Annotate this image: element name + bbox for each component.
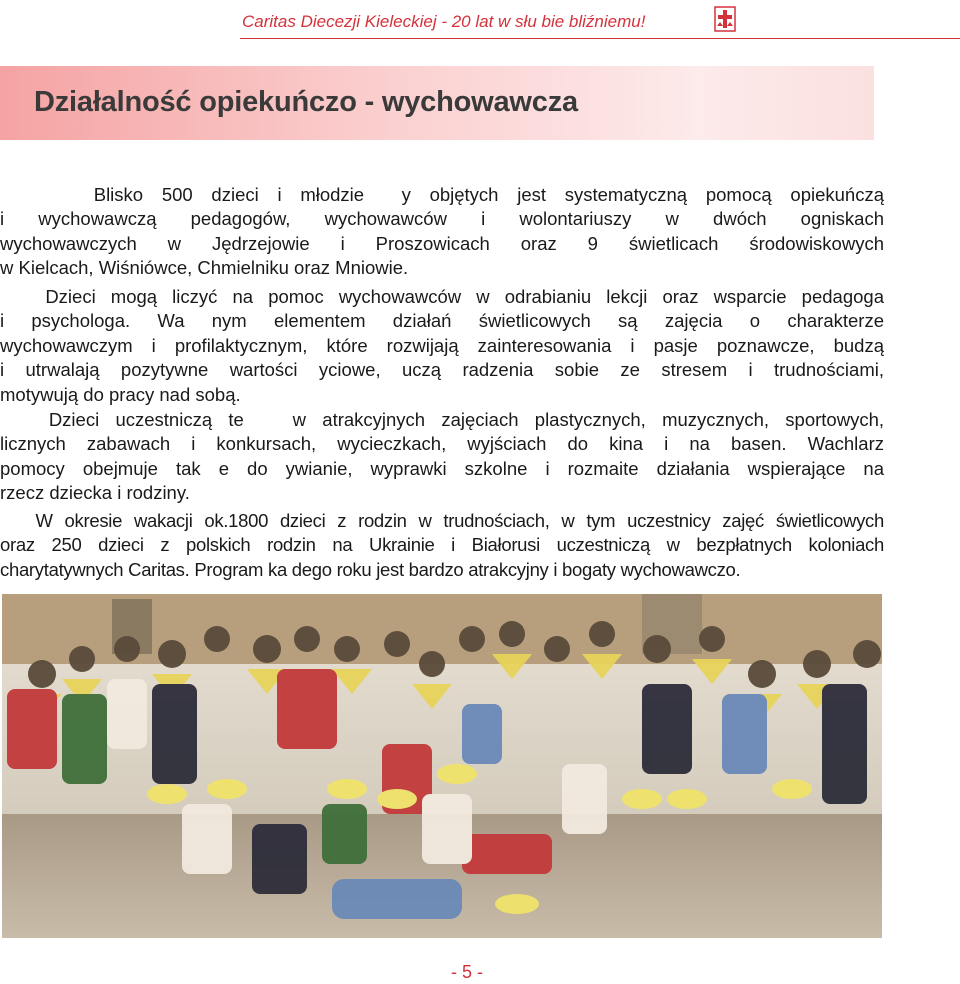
paragraph-line: oraz 250 dzieci z polskich rodzin na Ukrainie i Białorusi uczestniczą w bezpłatnych koloniach (0, 534, 884, 556)
page-header (240, 8, 960, 39)
paragraph-1 (0, 183, 884, 281)
paragraph-line: i psychologa. Wa nym elementem działań świetlicowych są zajęcia o charakterze (0, 310, 884, 332)
paragraph-2 (0, 285, 884, 407)
paragraph-line: i wychowawczą pedagogów, wychowawców i wolontariuszy w dwóch ogniskach (0, 208, 884, 230)
paragraph-line: pomocy obejmuje tak e do ywianie, wyprawki szkolne i rozmaite działania wspierające na (0, 457, 884, 479)
group-photo-illustration (2, 594, 882, 938)
paragraph-line: wychowawczym i profilaktycznym, które rozwijają zainteresowania i pasje poznawcze, budzą (0, 334, 884, 356)
section-banner (0, 66, 874, 140)
paragraph-line: w Kielcach, Wiśniówce, Chmielniku oraz Mniowie. (0, 257, 409, 279)
page-number: - 5 - (450, 962, 483, 982)
header-title: Caritas Diecezji Kieleckiej - 20 lat w słu bie bliźniemu! (242, 12, 646, 31)
paragraph-line: wychowawczych w Jędrzejowie i Proszowicach oraz 9 świetlicach środowiskowych (0, 232, 884, 254)
caritas-logo-icon (714, 6, 736, 32)
paragraph-line: rzecz dziecka i rodziny. (0, 482, 190, 504)
paragraph-line: charytatywnych Caritas. Program ka dego roku jest bardzo atrakcyjny i bogaty wychowawczo. (0, 558, 741, 580)
paragraph-3 (0, 408, 884, 506)
paragraph-line: i utrwalają pozytywne wartości yciowe, uczą radzenia sobie ze stresem i trudnościami, (0, 359, 884, 381)
paragraph-line: Dzieci uczestniczą te w atrakcyjnych zajęciach plastycznych, muzycznych, sportowych, (0, 409, 884, 430)
paragraph-line: Blisko 500 dzieci i młodzie y objętych jest systematyczną pomocą opiekuńczą (0, 184, 884, 205)
paragraph-line: W okresie wakacji ok.1800 dzieci z rodzin w trudnościach, w tym uczestnicy zajęć świetlicowych (0, 510, 884, 531)
paragraph-line: licznych zabawach i konkursach, wycieczkach, wyjściach do kina i na basen. Wachlarz (0, 433, 884, 455)
section-title: Działalność opiekuńczo - wychowawcza (34, 86, 578, 118)
group-photo-image (2, 594, 882, 938)
paragraph-line: Dzieci mogą liczyć na pomoc wychowawców w odrabianiu lekcji oraz wsparcie pedagoga (0, 286, 884, 307)
paragraph-line: motywują do pracy nad sobą. (0, 383, 241, 405)
paragraph-4 (0, 509, 884, 582)
